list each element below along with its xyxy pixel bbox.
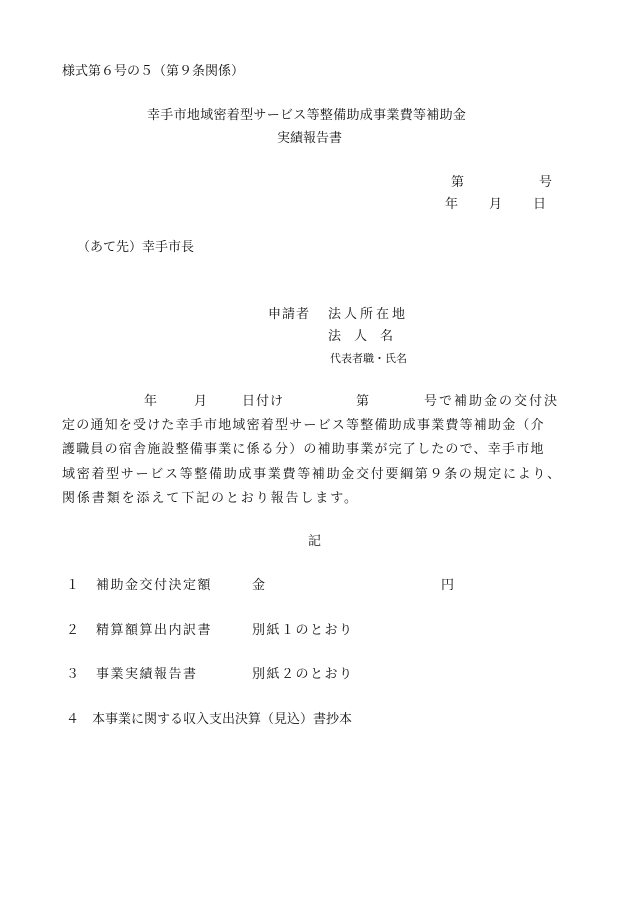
item-3-num: ３: [66, 667, 80, 682]
form-label: 様式第６号の５（第９条関係）: [62, 64, 245, 79]
applicant-corp-name-label: 法 人 名: [328, 329, 394, 344]
item-1-value: 金: [252, 578, 266, 593]
body-line-5: 関係書類を添えて下記のとおり報告します。: [62, 491, 359, 506]
date-year: 年: [445, 197, 459, 212]
number-go: 号: [539, 175, 553, 190]
applicant-rep-label: 代表者職・氏名: [330, 352, 407, 365]
body-line-4: 域密着型サービス等整備助成事業費等補助金交付要綱第９条の規定により、: [62, 467, 562, 482]
title-line-2: 実績報告書: [277, 131, 343, 146]
applicant-label: 申請者: [268, 307, 311, 322]
body-line-3: 護職員の宿舎施設整備事業に係る分）の補助事業が完了したので、幸手市地: [62, 442, 545, 457]
item-3-label: 事業実績報告書: [96, 667, 198, 682]
body-line1-nen: 年: [144, 394, 158, 409]
body-line1-tsuki: 月: [194, 394, 208, 409]
item-1-unit: 円: [441, 578, 455, 593]
body-line1-rest: 号で補助金の交付決: [424, 394, 560, 409]
title-line-1: 幸手市地域密着型サービス等整備助成事業費等補助金: [147, 108, 467, 123]
item-3-value: 別紙２のとおり: [252, 667, 354, 682]
item-4-num: ４: [66, 712, 80, 727]
number-dai: 第: [451, 175, 465, 190]
body-line1-dai: 第: [356, 394, 370, 409]
item-2-label: 精算額算出内訳書: [96, 623, 213, 638]
body-line-2: 定の通知を受けた幸手市地域密着型サービス等整備助成事業費等補助金（介: [62, 418, 545, 433]
body-line1-hizuke: 日付け: [242, 394, 285, 409]
applicant-address-label: 法人所在地: [328, 307, 409, 322]
item-1-label: 補助金交付決定額: [96, 578, 213, 593]
date-month: 月: [489, 197, 503, 212]
date-day: 日: [533, 197, 547, 212]
item-2-num: ２: [66, 623, 80, 638]
item-2-value: 別紙１のとおり: [252, 623, 354, 638]
item-1-num: １: [66, 578, 80, 593]
ki-heading: 記: [308, 534, 322, 549]
item-4-label: 本事業に関する収入支出決算（見込）書抄本: [92, 712, 353, 727]
addressee: （あて先）幸手市長: [77, 240, 195, 255]
